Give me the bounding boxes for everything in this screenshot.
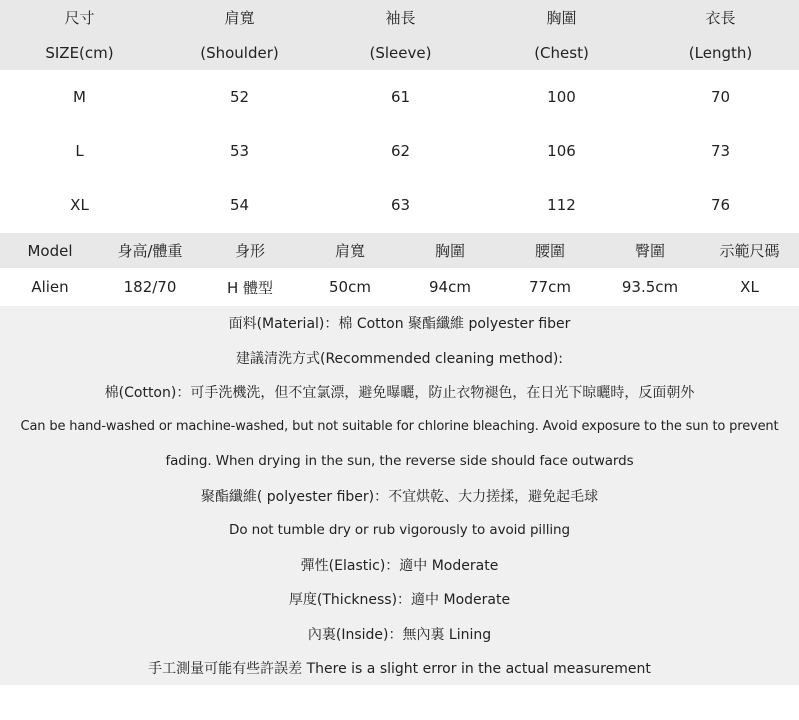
table-row — [0, 124, 799, 178]
shoulder-header-en-cell: (Shoulder) — [200, 43, 279, 62]
table-cell: 77cm — [529, 278, 571, 296]
care-instructions — [0, 306, 799, 685]
table-cell: 76 — [710, 196, 731, 214]
size-header-cn-row — [0, 0, 799, 35]
table-cell: 62 — [390, 142, 411, 160]
cleaning-method-heading: 建議清洗方式(Recommended cleaning method): — [235, 350, 564, 367]
material-line: 面料(Material)：棉 Cotton 聚酯纖維 polyester fiber — [228, 316, 571, 333]
chest-header-cell: 胸圍 — [546, 9, 577, 27]
table-cell: 70 — [710, 88, 731, 106]
polyester-care-en-line: Do not tumble dry or rub vigorously to avoid pilling — [229, 522, 570, 539]
table-cell: H 體型 — [226, 278, 274, 297]
cotton-care-cn-line: 棉(Cotton)：可手洗機洗，但不宜氯漂，避免曝曬，防止衣物褪色，在日光下晾曬時，反面朝外 — [104, 385, 695, 402]
table-cell: XL — [740, 278, 759, 296]
table-cell: 50cm — [329, 278, 371, 296]
table-row — [0, 70, 799, 124]
size-table-header — [0, 0, 799, 70]
polyester-care-cn-line: 聚酯纖維( polyester fiber)：不宜烘乾、大力搓揉，避免起毛球 — [200, 488, 599, 505]
table-cell: 73 — [710, 142, 731, 160]
table-cell: 63 — [390, 196, 411, 214]
table-cell: 54 — [229, 196, 250, 214]
table-cell: 112 — [547, 196, 576, 214]
table-cell: 94cm — [429, 278, 471, 296]
body-type-header-cell: 身形 — [234, 242, 265, 260]
elastic-line: 彈性(Elastic)：適中 Moderate — [300, 557, 499, 574]
table-cell: XL — [70, 196, 89, 214]
table-cell: 106 — [547, 142, 576, 160]
model-table-header — [0, 233, 799, 268]
shoulder-header-cell: 肩寬 — [334, 242, 365, 260]
table-cell: 53 — [229, 142, 250, 160]
chest-header-en-cell: (Chest) — [534, 43, 589, 62]
cotton-care-en-line-2: fading. When drying in the sun, the reverse side should face outwards — [165, 453, 634, 470]
measurement-note: 手工測量可能有些許誤差 There is a slight error in the actual measurement — [148, 661, 651, 678]
length-header-en-cell: (Length) — [688, 43, 753, 62]
table-cell: L — [75, 142, 84, 160]
table-cell: 93.5cm — [621, 278, 679, 296]
chest-header-cell: 胸圍 — [434, 242, 465, 260]
size-table-body — [0, 70, 799, 232]
demo-size-header-cell: 示範尺碼 — [719, 242, 780, 260]
table-row — [0, 178, 799, 232]
table-cell: 52 — [229, 88, 250, 106]
table-cell: M — [73, 88, 86, 106]
hip-header-cell: 臀圍 — [634, 242, 665, 260]
lining-line: 內裏(Inside)：無內裏 Lining — [307, 626, 492, 643]
waist-header-cell: 腰圍 — [534, 242, 565, 260]
sleeve-header-en-cell: (Sleeve) — [369, 43, 432, 62]
height-weight-header-cell: 身高/體重 — [117, 242, 183, 260]
model-header-cell: Model — [27, 241, 73, 260]
model-table-row — [0, 268, 799, 306]
table-cell: 182/70 — [123, 278, 177, 296]
size-header-en-row — [0, 35, 799, 70]
shoulder-header-cell: 肩寬 — [224, 9, 255, 27]
table-cell: 100 — [547, 88, 576, 106]
table-cell: Alien — [31, 278, 69, 296]
thickness-line: 厚度(Thickness)：適中 Moderate — [288, 592, 511, 609]
cotton-care-en-line: Can be hand-washed or machine-washed, but not suitable for chlorine bleaching. Avoid exposure to the sun to prevent — [20, 419, 779, 435]
size-header-cell: 尺寸 — [64, 9, 95, 27]
length-header-cell: 衣長 — [705, 9, 736, 27]
sleeve-header-cell: 袖長 — [385, 9, 416, 27]
size-header-en-cell: SIZE(cm) — [45, 43, 114, 62]
table-cell: 61 — [390, 88, 411, 106]
